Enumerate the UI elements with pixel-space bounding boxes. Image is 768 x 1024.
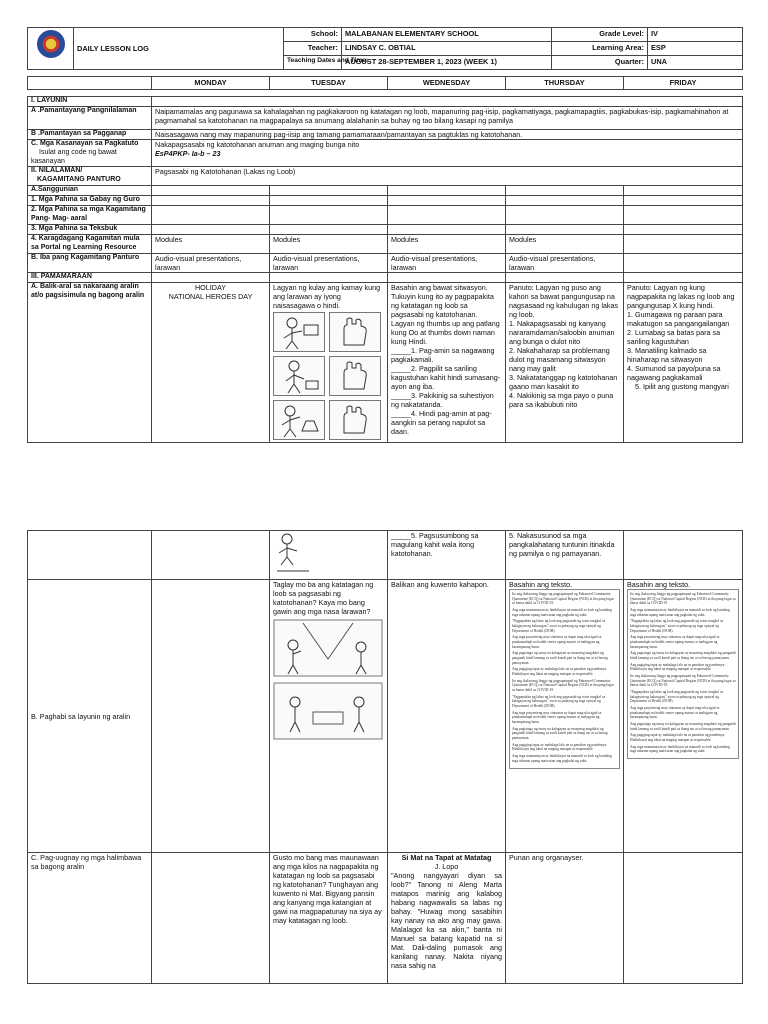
lesson-table-2 <box>27 530 743 984</box>
pamantayan-pagganap-label: B .Pamantayan sa Pagganap <box>28 130 152 140</box>
hand-1-icon <box>329 312 381 352</box>
teacher-label: Teacher: <box>284 42 342 56</box>
days-header <box>27 76 743 90</box>
kasanayan-sub: Isulat ang code ng bawat kasanayan <box>31 148 117 165</box>
tuesday-paghabi <box>270 580 388 853</box>
nilalaman: Pagsasabi ng Katotohanan (Lakas ng Loob) <box>152 167 743 186</box>
pamamaraan-label: III. PAMAMARAAN <box>28 273 152 283</box>
picture-1-icon <box>273 312 325 352</box>
monday-balik <box>152 283 270 443</box>
modules-mon: Modules <box>152 235 270 254</box>
modules-wed: Modules <box>388 235 506 254</box>
tuesday-pictures <box>273 312 384 440</box>
teacher-value: LINDSAY C. OBTIAL <box>342 42 552 56</box>
thursday-item-5: 5. Nakasusunod sa mga pangkalahatang tuntunin itinakda ng pamilya o ng pamayanan. <box>509 531 615 558</box>
balik-label: A. Balik-aral sa nakaraang aralin at/o pagsisimula ng bagong aralin <box>28 283 152 443</box>
wednesday-paghabi: Balikan ang kuwento kahapon. <box>388 580 506 853</box>
thursday-item-4: 4. Nakikinig sa mga payo o puna para sa ikabubuti nito <box>509 391 614 410</box>
thursday-balik-cont <box>506 531 624 580</box>
kagamitan-title: KAGAMITANG PANTURO <box>37 176 121 183</box>
grade-label: Grade Level: <box>552 28 648 42</box>
children-picture-icon <box>273 682 383 740</box>
sanggunian-label: A.Sanggunian <box>28 186 152 196</box>
holiday: HOLIDAY <box>194 283 227 293</box>
day-friday: FRIDAY <box>624 77 743 90</box>
paghahabi-label: B. Paghabi sa layunin ng aralin <box>28 580 152 853</box>
karagdagang-label: 4. Karagdagang Kagamitan mula sa Portal ng Learning Resource <box>28 235 152 254</box>
kasanayan <box>152 140 743 167</box>
story-text: "Anong nangyayari diyan sa loob?" Tanong ni Aleng Marta matapos marinig ang kalabog habang nagwawalis sa labas ng bahay. "Huwag mong sasabihin kay nanay na ako ang may gawa. Malalagot ka sa akin," banta ni Manuel sa batang kapatid na si Mat. Dali-daling pumasok ang kanilang nanay. Nakita niyang nasa sahig na <box>391 871 502 970</box>
dates-value: AUGUST 28-SEPTEMBER 1, 2023 (WEEK 1) <box>342 56 552 70</box>
picture-2-icon <box>273 356 325 396</box>
area-value: ESP <box>648 42 743 56</box>
teksbuk-label: 3. Mga Pahina sa Teksbuk <box>28 225 152 235</box>
kasanayan-label <box>28 140 152 167</box>
paguugnay-label: C. Pag-uugnay ng mga halimbawa sa bagong aralin <box>28 853 152 984</box>
picture-3-icon <box>273 400 325 440</box>
picture-4-icon <box>273 531 313 575</box>
wednesday-item-1: _____1. Pag-amin sa nagawang pagkakamali. <box>391 346 495 365</box>
dates-label: Teaching Dates and Time: <box>284 56 342 70</box>
friday-item-5: 5. Ipilit ang gustong mangyari <box>635 382 729 392</box>
story-author: J. Lopo <box>434 862 459 871</box>
friday-item-4: 4. Sumunod sa payo/puna sa nagawang pagkakamali <box>627 364 721 383</box>
day-thursday: THURSDAY <box>506 77 624 90</box>
days-blank <box>28 77 152 90</box>
friday-paghabi <box>624 580 743 853</box>
area-label: Learning Area: <box>552 42 648 56</box>
pamantayan-pagganap: Naisasagawa nang may mapanuring pag-iisip ang tamang pamamaraan/pamantayan sa pagtuklas ng katotohanan. <box>152 130 743 140</box>
story-title: Si Mat na Tapat at Matatag <box>401 853 492 862</box>
av-wed: Audio-visual presentations, larawan <box>388 254 506 273</box>
gabay-label: 1. Mga Pahina sa Gabay ng Guro <box>28 196 152 206</box>
day-monday: MONDAY <box>152 77 270 90</box>
tuesday-paghabi-text: Taglay mo ba ang katatagan ng loob sa pagsasabi ng katotohanan? Kaya mo bang gawin ang mga nasa larawan? <box>273 580 374 616</box>
pamantayan-pangnilalaman-label: A .Pamantayang Pangnilalaman <box>28 107 152 130</box>
school-value: MALABANAN ELEMENTARY SCHOOL <box>342 28 552 42</box>
friday-item-3: 3. Manatiling kalmado sa hinaharap na sitwasyon <box>627 346 707 365</box>
thursday-paghabi-text: Basahin ang teksto. <box>509 580 573 589</box>
kasanayan-text: Nakapagsasabi ng katotohanan anuman ang maging bunga nito <box>155 140 360 149</box>
av-mon: Audio-visual presentations, larawan <box>152 254 270 273</box>
thursday-paguugnay: Punan ang organayser. <box>506 853 624 984</box>
kagamitang-pang-label: 2. Mga Pahina sa mga Kagamitang Pang- Mag- aaral <box>28 206 152 225</box>
modules-thu: Modules <box>506 235 624 254</box>
classroom-picture-icon <box>273 619 383 677</box>
school-seal-icon <box>37 30 65 58</box>
wednesday-item-2: _____2. Pagpilit sa sariling kagustuhan kahit hindi sumasang-ayon ang iba. <box>391 364 501 392</box>
friday-balik-intro: Panuto: Lagyan ng kung nagpapakita ng lakas ng loob ang pangungusap X kung hindi. <box>627 283 735 311</box>
friday-balik <box>624 283 743 443</box>
thursday-balik <box>506 283 624 443</box>
grade-value: IV <box>648 28 743 42</box>
thursday-item-2: 2. Nakahaharap sa problemang dulot ng masamang sitwasyon nang may galit <box>509 346 610 374</box>
thursday-item-1: 1. Nakapagsasabi ng kanyang nararamdaman/saloobin anuman ang bunga o dulot nito <box>509 319 615 347</box>
pamantayan-pangnilalaman: Naipamamalas ang pagunawa sa kahalagahan ng pagkakaroon ng katatagan ng loob, mapanuring pag-iisip, pagkamatiyaga, pagkamapagtiis, pagkabukas-isip, pagkamahinahon at pagmamahal sa katotohanan na magpapalaya sa anumang alalahanin sa buhay ng tao bilang kasapi ng pamilya <box>152 107 743 130</box>
wednesday-balik-intro: Basahin ang bawat sitwasyon. Tukuyin kung ito ay pagpapakita ng katatagan ng loob sa pagsasabi ng katotohanan. Lagyan ng thumbs up ang patlang kung Oo at thumbs down naman kung Hindi. <box>391 283 500 347</box>
hand-2-icon <box>329 356 381 396</box>
nilalaman-label <box>28 167 152 186</box>
thursday-paghabi <box>506 580 624 853</box>
lesson-table-1 <box>27 96 743 443</box>
school-label: School: <box>284 28 342 42</box>
hand-3-icon <box>329 400 381 440</box>
quarter-value: UNA <box>648 56 743 70</box>
kasanayan-title: C. Mga Kasanayan sa Pagkatuto <box>31 140 139 147</box>
tuesday-balik-text: Lagyan ng kulay ang kamay kung ang larawan ay iyong naisasagawa o hindi. <box>273 283 381 311</box>
day-tuesday: TUESDAY <box>270 77 388 90</box>
kasanayan-code: EsP4PKP- Ia-b – 23 <box>155 149 221 158</box>
modules-tue: Modules <box>270 235 388 254</box>
tuesday-balik <box>270 283 388 443</box>
friday-item-2: 2. Lumabag sa batas para sa sariling kagustuhan <box>627 328 721 347</box>
wednesday-balik-cont <box>388 531 506 580</box>
article-image-friday: Ito ang ikalawang linggo ng pagpapatupad ng Enhanced Community Quarantine (ECQ) sa National Capital Region (NCR) at iba pang lugar sa bansa dahil sa COVID-19. Ang mga mamamayan ay hinihikayat na manatili sa loob ng kanilang mga tahanan upang maiwasan ang pagkalat ng sakit. "Pagpapakita ng lakas ng loob ang pagsasabi ng totoo tungkol sa kalagayan ng kalusugan," ayon sa pahayag ng mga opisyal ng Department of Health (DOH). Ang mga pasyenteng may sintomas ay dapat mag-ulat agad sa pinakamalapit na health center upang masuri at mabigyan ng karampatang lunas. Ang pagtatago ng tunay na kalagayan ay maaaring magdulot ng panganib hindi lamang sa sarili kundi pati sa ibang tao at sa buong pamayanan. Ang pagiging tapat ay mahalaga lalo na sa panahon ng pandemya. Hinihikayat ang lahat na maging matapat at responsable. Ito ang ikalawang linggo ng pagpapatupad ng Enhanced Community Quarantine (ECQ) sa National Capital Region (NCR) at iba pang lugar sa bansa dahil sa COVID-19. "Pagpapakita ng lakas ng loob ang pagsasabi ng totoo tungkol sa kalagayan ng kalusugan," ayon sa pahayag ng mga opisyal ng Department of Health (DOH). Ang mga pasyenteng may sintomas ay dapat mag-ulat agad sa pinakamalapit na health center upang masuri at mabigyan ng karampatang lunas. Ang pagtatago ng tunay na kalagayan ay maaaring magdulot ng panganib hindi lamang sa sarili kundi pati sa ibang tao at sa buong pamayanan. Ang pagiging tapat ay mahalaga lalo na sa panahon ng pandemya. Hinihikayat ang lahat na maging matapat at responsable. Ang mga mamamayan ay hinihikayat na manatili sa loob ng kanilang mga tahanan upang maiwasan ang pagkalat ng sakit. <box>627 589 739 759</box>
nilalaman-title: II. NILALAMAN/ <box>31 167 83 175</box>
article-image-thursday: Ito ang ikalawang linggo ng pagpapatupad ng Enhanced Community Quarantine (ECQ) sa National Capital Region (NCR) at iba pang lugar sa bansa dahil sa COVID-19. Ang mga mamamayan ay hinihikayat na manatili sa loob ng kanilang mga tahanan upang maiwasan ang pagkalat ng sakit. "Pagpapakita ng lakas ng loob ang pagsasabi ng totoo tungkol sa kalagayan ng kalusugan," ayon sa pahayag ng mga opisyal ng Department of Health (DOH). Ang mga pasyenteng may sintomas ay dapat mag-ulat agad sa pinakamalapit na health center upang masuri at mabigyan ng karampatang lunas. Ang pagtatago ng tunay na kalagayan ay maaaring magdulot ng panganib hindi lamang sa sarili kundi pati sa ibang tao at sa buong pamayanan. Ang pagiging tapat ay mahalaga lalo na sa panahon ng pandemya. Hinihikayat ang lahat na maging matapat at responsable. Ito ang ikalawang linggo ng pagpapatupad ng Enhanced Community Quarantine (ECQ) sa National Capital Region (NCR) at iba pang lugar sa bansa dahil sa COVID-19. "Pagpapakita ng lakas ng loob ang pagsasabi ng totoo tungkol sa kalagayan ng kalusugan," ayon sa pahayag ng mga opisyal ng Department of Health (DOH). Ang mga pasyenteng may sintomas ay dapat mag-ulat agad sa pinakamalapit na health center upang masuri at mabigyan ng karampatang lunas. Ang pagtatago ng tunay na kalagayan ay maaaring magdulot ng panganib hindi lamang sa sarili kundi pati sa ibang tao at sa buong pamayanan. Ang pagiging tapat ay mahalaga lalo na sa panahon ng pandemya. Hinihikayat ang lahat na maging matapat at responsable. Ang mga mamamayan ay hinihikayat na manatili sa loob ng kanilang mga tahanan upang maiwasan ang pagkalat ng sakit. <box>509 589 620 769</box>
av-tue: Audio-visual presentations, larawan <box>270 254 388 273</box>
thursday-item-3: 3. Nakatatanggap ng katotohanan gaano man kasakit ito <box>509 373 618 392</box>
thursday-balik-intro: Panuto: Lagyan ng puso ang kahon sa bawat pangungusap na nagsasaad ng kahulugan ng lakas ng loob. <box>509 283 619 320</box>
dll-title: DAILY LESSON LOG <box>74 28 284 70</box>
wednesday-balik <box>388 283 506 443</box>
header-table <box>27 27 743 70</box>
av-thu: Audio-visual presentations, larawan <box>506 254 624 273</box>
row-layunin: I. LAYUNIN <box>28 97 152 107</box>
day-wednesday: WEDNESDAY <box>388 77 506 90</box>
iba-label: B. Iba pang Kagamitang Panturo <box>28 254 152 273</box>
tuesday-paguugnay: Gusto mo bang mas maunawaan ang mga kilos na nagpapakita ng katatagan ng loob sa pagsasabi ng katotohanan? Tunghayan ang kuwento ni Mat. Bigyang pansin ang kanyang mga katangian at gawi na magpapatunay na siya ay may katatagan ng loob. <box>270 853 388 984</box>
wednesday-item-5: _____5. Pagsusumbong sa magulang kahit wala itong katotohanan. <box>391 531 479 558</box>
quarter-label: Quarter: <box>552 56 648 70</box>
page-2 <box>0 476 768 1024</box>
deped-seal <box>28 28 74 70</box>
wednesday-item-4: _____4. Hindi pag-amin at pag-aangkin sa perang napulot sa daan. <box>391 409 492 437</box>
page-1 <box>0 0 768 476</box>
wednesday-item-3: _____3. Pakikinig sa suhestiyon ng nakatatanda. <box>391 391 494 410</box>
holiday-name: NATIONAL HEROES DAY <box>168 292 253 302</box>
tuesday-balik-cont <box>270 531 388 580</box>
friday-paghabi-text: Basahin ang teksto. <box>627 580 691 589</box>
friday-item-1: 1. Gumagawa ng paraan para makatugon sa pangangailangan <box>627 310 730 329</box>
wednesday-paguugnay <box>388 853 506 984</box>
